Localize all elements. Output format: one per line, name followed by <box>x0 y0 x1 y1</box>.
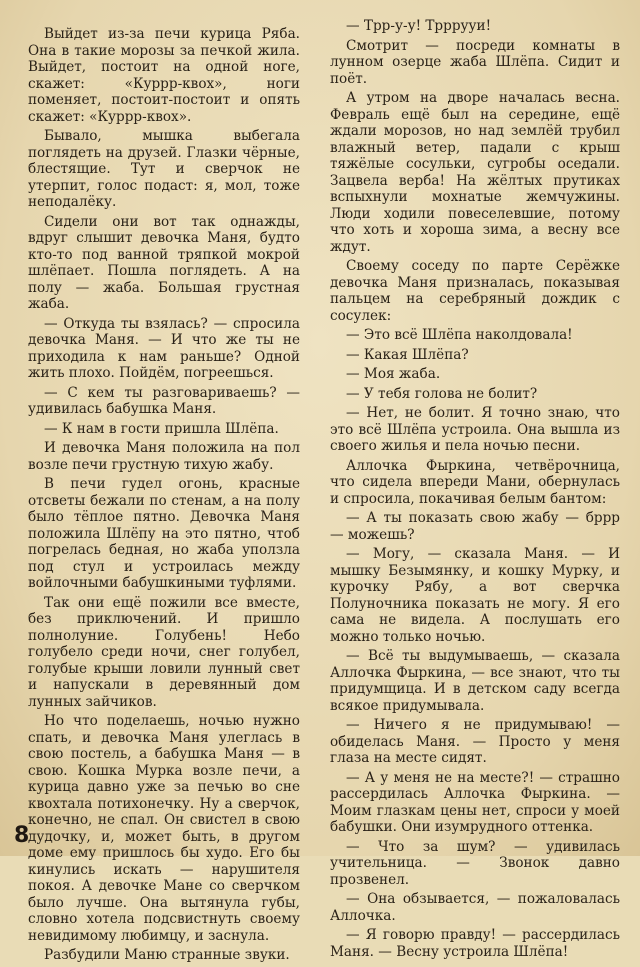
paragraph: Бывало, мышка выбегала поглядеть на друзей. Глазки чёрные, блестящие. Тут и сверчок не утерпит, голос подаст: я, мол, тоже неподалёку. <box>28 128 300 210</box>
paragraph: Так они ещё пожили все вместе, без приключений. И пришло полнолуние. Голубень! Небо голубело среди ночи, снег голубел, голубые крыши ловили лунный свет и напускали в деревянный дом лунных зайчиков. <box>28 594 300 710</box>
paragraph: И девочка Маня положила на пол возле печи грустную тихую жабу. <box>28 440 300 473</box>
paragraph: — Нет, не болит. Я точно знаю, что это всё Шлёпа устроила. Она вышла из своего жилья и пела ночью песни. <box>330 405 620 454</box>
paragraph: — Что за шум? — удивилась учительница. — Звонок давно прозвенел. <box>330 838 620 888</box>
paragraph: — Всё ты выдумываешь, — сказала Аллочка Фыркина, — все знают, что ты придумщица. И в детском саду всегда всякое придумывала. <box>330 648 620 714</box>
paragraph: — Могу, — сказала Маня. — И мышку Безымянку, и кошку Мурку, и курочку Рябу, а вот сверчка Полуночника показать не могу. Я его сама не видела. А послушать его можно только ночью. <box>330 546 620 645</box>
paragraph: — Ничего я не придумываю! — обиделась Маня. — Просто у меня глаза на месте сидят. <box>330 717 620 766</box>
paragraph: Выйдет из‑за печи курица Ряба. Она в такие морозы за печкой жила. Выйдет, постоит на одной ноге, скажет: «Куррр‑квох», ноги поменяет, постоит‑постоит и опять скажет: «Куррр‑квох». <box>28 26 300 125</box>
paragraph: А утром на дворе началась весна. Февраль ещё был на середине, ещё ждали морозов, но над землёй трубил влажный ветер, падали с крыш тяжёлые сосульки, сугробы оседали. Зацвела верба! На жёлтых прутиках вспыхнули мохнатые жемчужины. Люди ходили повеселевшие, потому что хоть и хороша зима, а весну все ждут. <box>330 90 620 255</box>
paragraph: — С кем ты разговариваешь? — удивилась бабушка Маня. <box>28 384 300 417</box>
paragraph: — Какая Шлёпа? <box>346 346 469 363</box>
paragraph: В печи гудел огонь, красные отсветы бежали по стенам, а на полу было тёплое пятно. Девочка Маня положила Шлёпу на это пятно, чтоб погрелась бедная, но жаба уползла под стул и устроилась между войлочными бабушкиными туфлями. <box>28 476 300 591</box>
paragraph: Сидели они вот так однажды, вдруг слышит девочка Маня, будто кто‑то под ванной тряпкой мокрой шлёпает. Пошла поглядеть. А на полу — жаба. Большая грустная жаба. <box>28 213 300 312</box>
paragraph: Аллочка Фыркина, четвёрочница, что сидела впереди Мани, обернулась и спросила, покачивая белым бантом: <box>330 457 620 507</box>
paragraph: — Трр‑у‑у! Трррууи! <box>346 18 492 34</box>
paragraph: Но что поделаешь, ночью нужно спать, и девочка Маня улеглась в свою постель, а бабушка Маня — в свою. Кошка Мурка возле печи, а курица давно уже за печью во сне квохтала потихонечку. Ну а сверчок, конечно, не спал. Он свистел в свою дудочку, и, может быть, в другом доме ему пришлось бы худо. Его бы кинулись искать — нарушителя покоя. А девочке Мане со сверчком было лучше. Она вытянула губы, словно хотела подсвистнуть своему невидимому любимцу, и заснула. <box>28 713 300 944</box>
paragraph: — А ты показать свою жабу — бррр — можешь? <box>330 510 620 543</box>
paragraph: Смотрит — посреди комнаты в лунном озерце жаба Шлёпа. Сидит и поёт. <box>330 37 620 87</box>
paragraph: — Это всё Шлёпа наколдовала! <box>346 327 573 343</box>
paragraph: — Откуда ты взялась? — спросила девочка Маня. — И что же ты не приходила к нам раньше? Одной жить плохо. Пойдём, погреешься. <box>28 315 300 381</box>
paragraph: — У тебя голова не болит? <box>346 385 538 402</box>
paragraph: — Она обзывается, — пожаловалась Аллочка. <box>330 891 620 924</box>
paragraph: — А у меня не на месте?! — страшно рассердилась Аллочка Фыркина. — Моим глазкам цены нет, спроси у моей бабушки. Они изумрудного оттенка. <box>330 769 620 835</box>
paragraph: Разбудили Маню странные звуки. <box>44 947 290 963</box>
right-column <box>330 18 620 963</box>
left-column <box>28 26 300 967</box>
paragraph: — Я говорю правду! — рассердилась Маня. — Весну устроила Шлёпа! <box>330 927 620 960</box>
paragraph: — К нам в гости пришла Шлёпа. <box>44 420 279 437</box>
paragraph: Своему соседу по парте Серёжке девочка Маня призналась, показывая пальцем на серебряный дождик с сосулек: <box>330 258 620 324</box>
paragraph: — Моя жаба. <box>346 366 441 382</box>
page-number: 8 <box>14 823 30 848</box>
